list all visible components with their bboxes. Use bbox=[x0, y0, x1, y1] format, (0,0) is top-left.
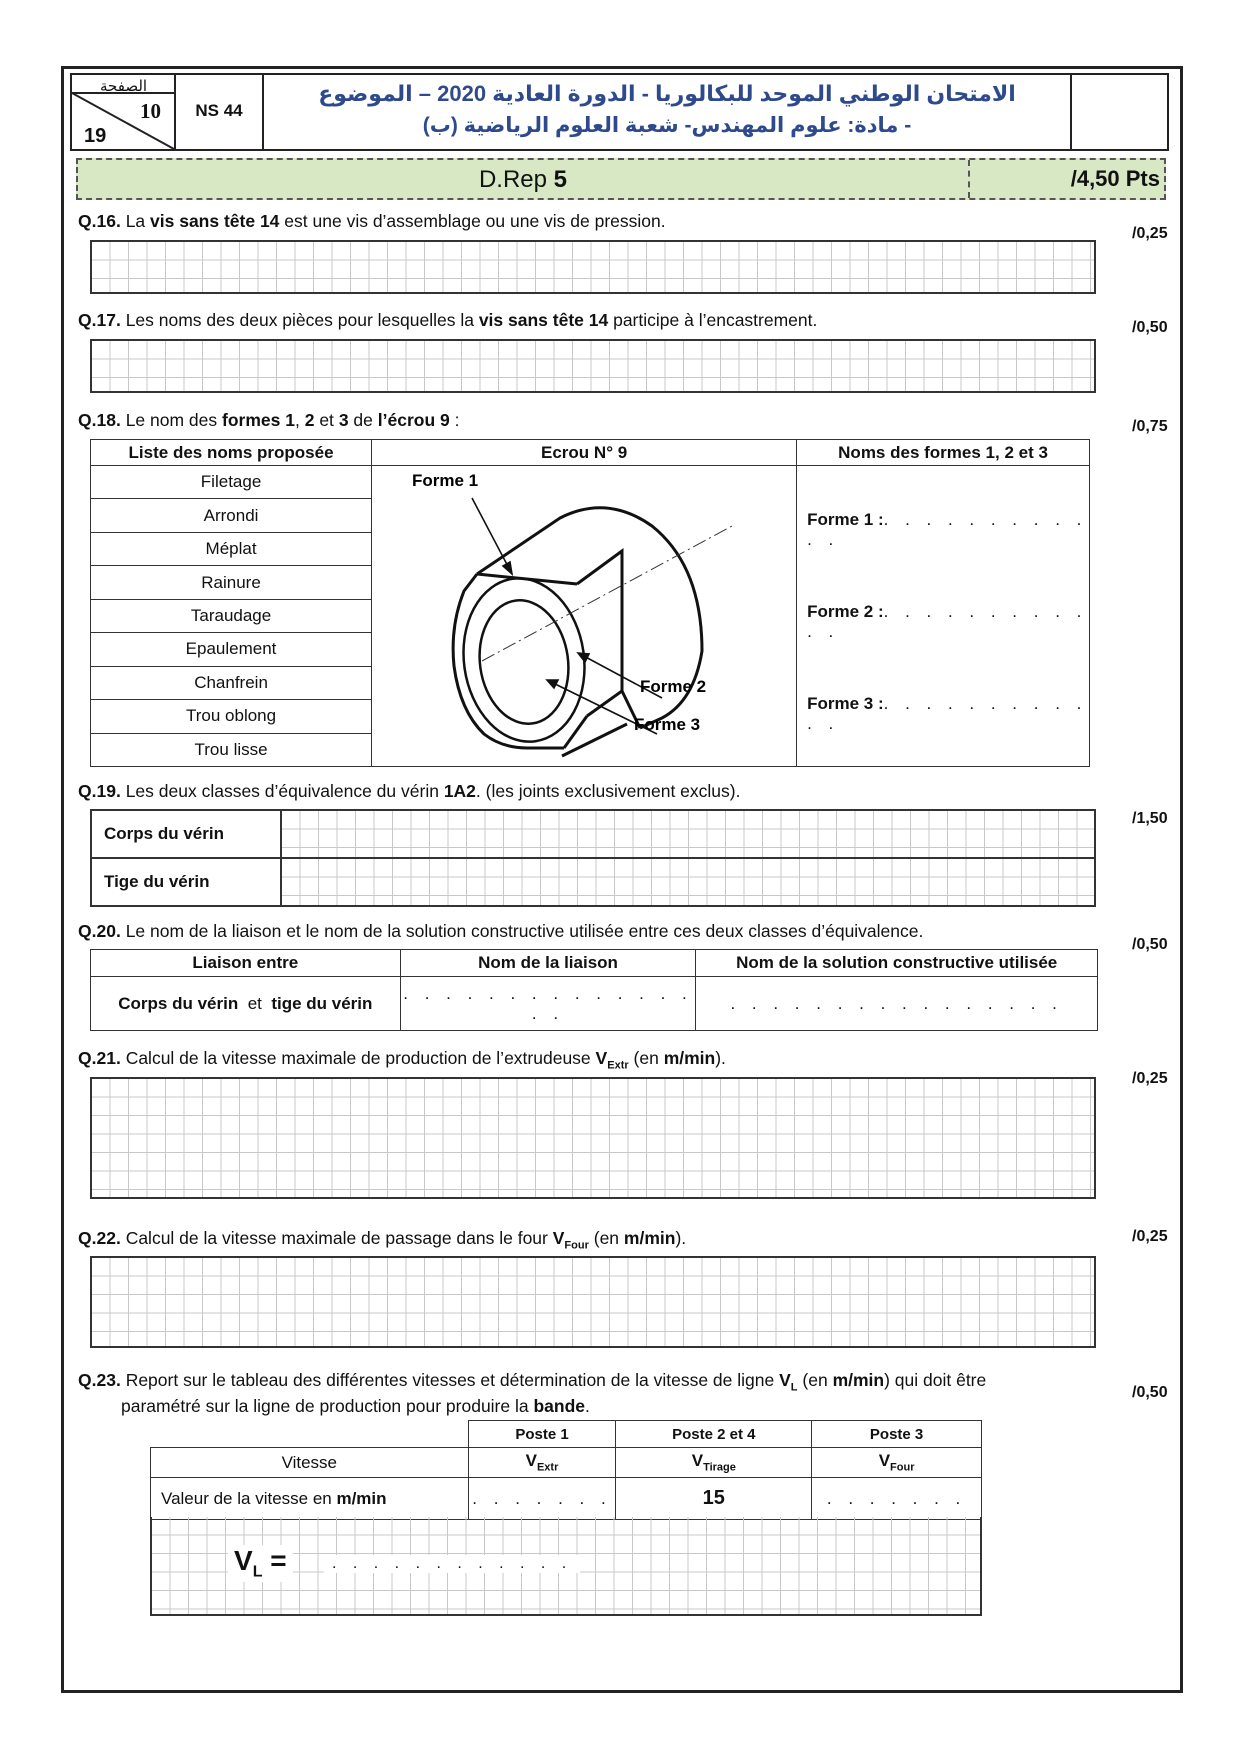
q21-answer-grid[interactable] bbox=[90, 1077, 1096, 1199]
page-current: 10 bbox=[140, 99, 161, 123]
name-item: Filetage bbox=[91, 466, 372, 499]
forme2-answer[interactable]: Forme 2 :. . . . . . . . . . . . bbox=[807, 602, 1088, 641]
drep-title: D.Rep 5 bbox=[478, 166, 568, 193]
poste3-header: Poste 3 bbox=[812, 1421, 982, 1448]
vl-answer-grid[interactable] bbox=[150, 1517, 982, 1616]
name-item: Rainure bbox=[91, 566, 372, 599]
question-16: Q.16. La vis sans tête 14 est une vis d’assemblage ou une vis de pression. bbox=[78, 211, 666, 231]
question-18: Q.18. Le nom des formes 1, 2 et 3 de l’écrou 9 : bbox=[78, 410, 460, 430]
q16-mark: /0,25 bbox=[1132, 225, 1168, 242]
col-solution: Nom de la solution constructive utilisée bbox=[696, 950, 1098, 977]
q19-answer-box bbox=[90, 809, 1096, 907]
ecrou-9-drawing bbox=[372, 466, 796, 766]
v-tirage: $V_{Tirage}$ bbox=[616, 1448, 812, 1478]
name-item: Trou lisse bbox=[91, 733, 372, 767]
q18-mark: /0,75 bbox=[1132, 418, 1168, 435]
tige-answer-grid[interactable] bbox=[282, 859, 1094, 905]
col-ecrou-header: Ecrou N° 9 bbox=[372, 440, 797, 466]
q22-mark: /0,25 bbox=[1132, 1228, 1168, 1245]
q23-mark: /0,50 bbox=[1132, 1384, 1168, 1401]
name-item: Taraudage bbox=[91, 599, 372, 632]
question-23: Q.23. Report sur le tableau des différentes vitesses et détermination de la vitesse de ligne $V_L$ (en m/min) qui doit être bbox=[78, 1370, 987, 1394]
col-liaison-entre: Liaison entre bbox=[91, 950, 401, 977]
q20-table bbox=[90, 949, 1098, 1031]
vitesse-label: Vitesse bbox=[151, 1448, 469, 1478]
poste1-header: Poste 1 bbox=[468, 1421, 616, 1448]
q16-answer-grid[interactable] bbox=[90, 240, 1096, 294]
row-tige: Tige du vérin bbox=[92, 859, 282, 905]
v-tirage-value: 15 bbox=[616, 1478, 812, 1520]
drep-band bbox=[76, 158, 1166, 200]
formes-answer-cell bbox=[797, 466, 1090, 767]
forme3-label: Forme 3 bbox=[634, 715, 701, 734]
ecrou-drawing-cell bbox=[372, 466, 797, 767]
forme2-label: Forme 2 bbox=[640, 677, 707, 696]
poste24-header: Poste 2 et 4 bbox=[616, 1421, 812, 1448]
liaison-classes: Corps du vérin et tige du vérin bbox=[91, 977, 401, 1031]
valeur-label: Valeur de la vitesse en m/min bbox=[151, 1478, 469, 1520]
question-23-line2: paramétré sur la ligne de production pour produire la bande. bbox=[121, 1396, 590, 1416]
forme3-answer[interactable]: Forme 3 :. . . . . . . . . . . . bbox=[807, 694, 1088, 733]
row-corps: Corps du vérin bbox=[92, 811, 282, 859]
name-item: Trou oblong bbox=[91, 700, 372, 733]
v-four-value[interactable]: . . . . . . . bbox=[812, 1478, 982, 1520]
question-19: Q.19. Les deux classes d’équivalence du vérin 1A2. (les joints exclusivement exclus). bbox=[78, 781, 741, 801]
name-item: Epaulement bbox=[91, 633, 372, 666]
vl-answer[interactable]: . . . . . . . . . . . . bbox=[324, 1555, 580, 1573]
code-box bbox=[176, 75, 264, 149]
vl-label: $V_L$ = bbox=[228, 1545, 293, 1582]
corps-answer-grid[interactable] bbox=[282, 811, 1094, 859]
v-four: $V_{Four}$ bbox=[812, 1448, 982, 1478]
col-nom-liaison: Nom de la liaison bbox=[400, 950, 696, 977]
question-20: Q.20. Le nom de la liaison et le nom de la solution constructive utilisée entre ces deux classes d’équivalence. bbox=[78, 921, 924, 941]
col-names-header: Liste des noms proposée bbox=[91, 440, 372, 466]
v-extr: $V_{Extr}$ bbox=[468, 1448, 616, 1478]
name-item: Chanfrein bbox=[91, 666, 372, 699]
nom-liaison-answer[interactable]: . . . . . . . . . . . . . . . . bbox=[400, 977, 696, 1031]
exam-header bbox=[70, 73, 1169, 151]
page-label: الصفحة bbox=[100, 78, 148, 95]
question-21: Q.21. Calcul de la vitesse maximale de production de l’extrudeuse $V_{Extr}$ (en m/min). bbox=[78, 1048, 726, 1072]
forme1-answer[interactable]: Forme 1 :. . . . . . . . . . . . bbox=[807, 510, 1088, 549]
total-points: /4,50 Pts bbox=[1070, 166, 1160, 191]
q17-mark: /0,50 bbox=[1132, 319, 1168, 336]
solution-answer[interactable]: . . . . . . . . . . . . . . . . bbox=[696, 977, 1098, 1031]
page-number-box bbox=[72, 75, 176, 149]
exam-code: NS 44 bbox=[195, 101, 243, 120]
title-box bbox=[264, 75, 1072, 149]
page-total: 19 bbox=[84, 125, 107, 147]
q22-answer-grid[interactable] bbox=[90, 1256, 1096, 1348]
name-item: Méplat bbox=[91, 532, 372, 565]
q23-speed-table bbox=[150, 1420, 982, 1520]
q20-mark: /0,50 bbox=[1132, 936, 1168, 953]
q18-table bbox=[90, 439, 1090, 767]
question-22: Q.22. Calcul de la vitesse maximale de passage dans le four $V_{Four}$ (en m/min). bbox=[78, 1228, 687, 1252]
forme1-label: Forme 1 bbox=[412, 471, 479, 490]
exam-subject: - مادة: علوم المهندس- شعبة العلوم الرياضية (ب) bbox=[422, 114, 912, 137]
v-extr-value[interactable]: . . . . . . . bbox=[468, 1478, 616, 1520]
col-formes-header: Noms des formes 1, 2 et 3 bbox=[797, 440, 1090, 466]
q17-answer-grid[interactable] bbox=[90, 339, 1096, 393]
exam-title: الامتحان الوطني الموحد للبكالوريا - الدورة العادية 2020 – الموضوع bbox=[318, 81, 1016, 106]
name-item: Arrondi bbox=[91, 499, 372, 532]
q19-mark: /1,50 bbox=[1132, 810, 1168, 827]
q21-mark: /0,25 bbox=[1132, 1070, 1168, 1087]
question-17: Q.17. Les noms des deux pièces pour lesquelles la vis sans tête 14 participe à l’encastrement. bbox=[78, 310, 818, 330]
